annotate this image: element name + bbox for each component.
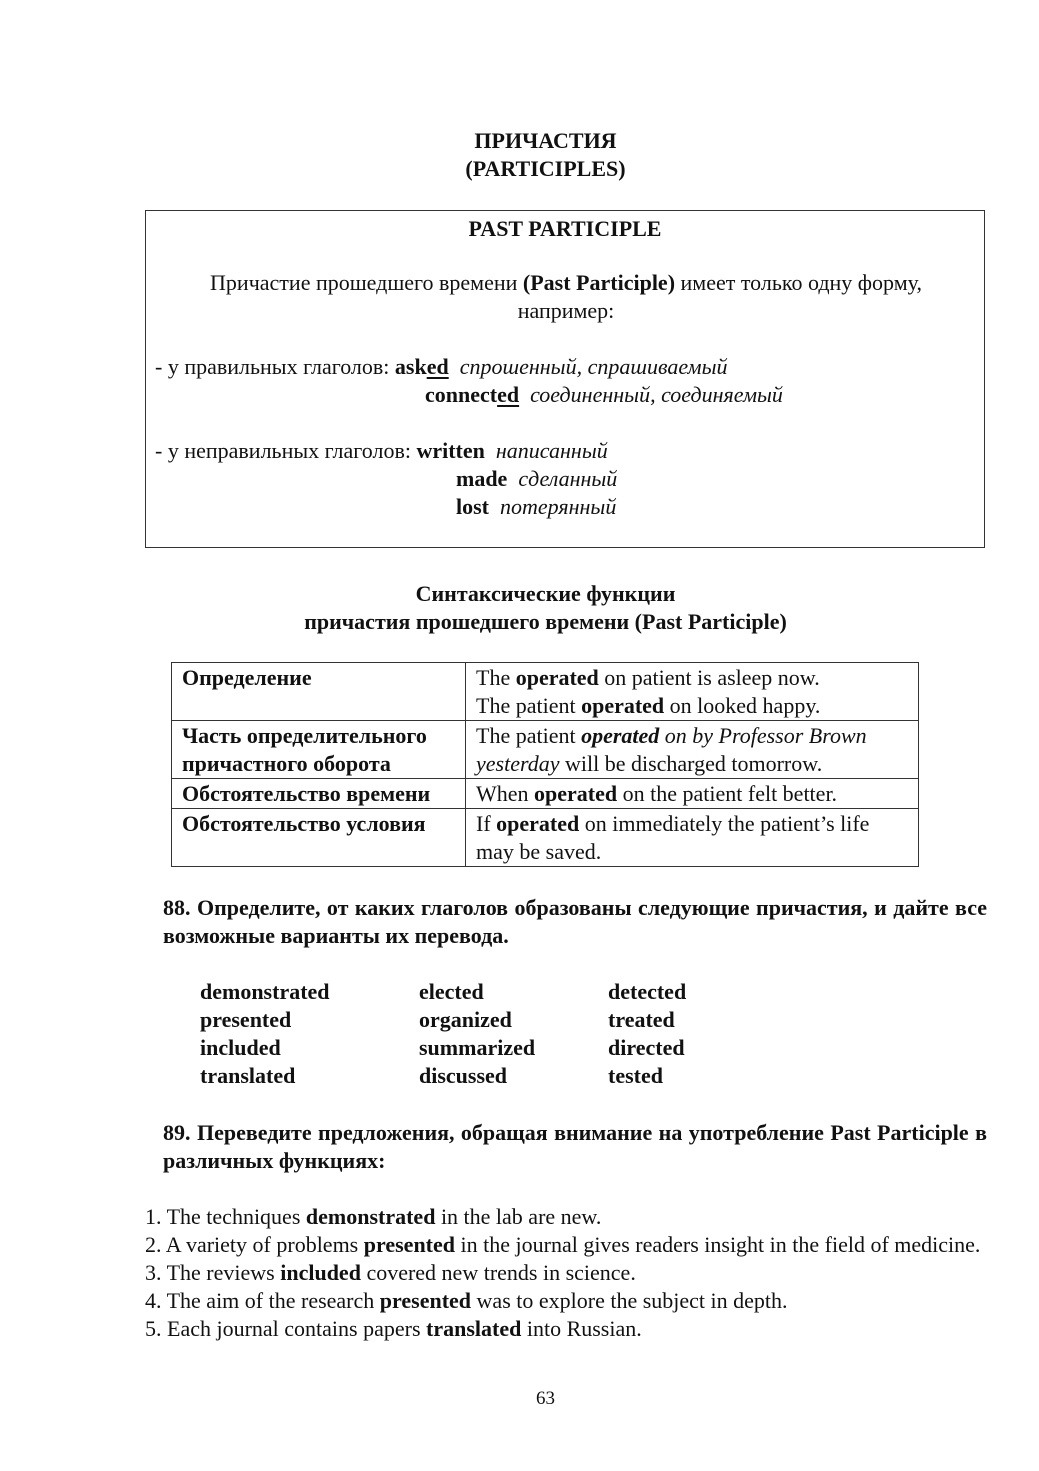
list-item: 1. The techniques demonstrated in the lab are new. <box>145 1204 602 1229</box>
functions-table <box>171 662 919 867</box>
word-item: included <box>200 1035 281 1060</box>
table-row <box>172 809 919 867</box>
list-item: 3. The reviews included covered new trends in science. <box>145 1260 636 1285</box>
word-item: elected <box>419 979 484 1004</box>
function-example: The operated on patient is asleep now. The patient operated on looked happy. <box>466 663 919 721</box>
function-example: If operated on immediately the patient’s life may be saved. <box>466 809 919 867</box>
page-number: 63 <box>536 1388 555 1409</box>
title-subline: (PARTICIPLES) <box>465 156 626 181</box>
exercise-89-instruction <box>163 1119 987 1175</box>
desc-text: имеет только одну форму, например: <box>517 270 922 323</box>
regular-verb: connected <box>425 382 520 407</box>
irregular-verbs-row <box>155 437 608 465</box>
word-row <box>200 1034 686 1062</box>
box-description <box>160 269 972 325</box>
verb-translation: сделанный <box>518 466 618 491</box>
exercise-text: Переведите предложения, обращая внимание на употребление Past Participle в различных функциях: <box>163 1120 987 1173</box>
function-label: Обстоятельство условия <box>172 809 466 867</box>
word-item: presented <box>200 1007 292 1032</box>
section-heading-line: Синтаксические функции <box>415 581 676 606</box>
irregular-verb: written <box>416 438 485 463</box>
word-item: treated <box>608 1007 675 1032</box>
regular-verbs-row <box>425 381 783 409</box>
list-item: 2. A variety of problems presented in the journal gives readers insight in the field of medicine. <box>145 1232 981 1257</box>
irregular-verbs-row <box>456 465 617 493</box>
table-row <box>172 721 919 779</box>
word-item: translated <box>200 1063 296 1088</box>
participles-word-list <box>200 978 686 1090</box>
title-line: ПРИЧАСТИЯ <box>474 128 617 153</box>
irregular-verbs-row <box>456 493 616 521</box>
exercise-number: 88. <box>163 895 191 920</box>
function-example: When operated on the patient felt better. <box>466 779 919 809</box>
exercise-number: 89. <box>163 1120 191 1145</box>
word-row <box>200 1062 686 1090</box>
function-label: Обстоятельство времени <box>172 779 466 809</box>
desc-bold-term: (Past Participle) <box>522 270 676 295</box>
irregular-verbs-label: - у неправильных глаголов: <box>155 438 417 463</box>
verb-translation: потерянный <box>500 494 617 519</box>
sentence-list <box>145 1203 987 1343</box>
regular-verbs-label: - у правильных глаголов: <box>155 354 395 379</box>
word-item: detected <box>608 979 687 1004</box>
word-row <box>200 978 686 1006</box>
desc-text: Причастие прошедшего времени <box>210 270 523 295</box>
verb-translation: написанный <box>495 438 608 463</box>
box-heading: PAST PARTICIPLE <box>468 216 662 241</box>
function-example: The patient operated on by Professor Brown yesterday will be discharged tomorrow. <box>466 721 919 779</box>
function-label: Часть определительного причастного оборота <box>172 721 466 779</box>
function-label: Определение <box>172 663 466 721</box>
list-item: 5. Each journal contains papers translated into Russian. <box>145 1316 642 1341</box>
word-item: discussed <box>419 1063 508 1088</box>
word-item: directed <box>608 1035 685 1060</box>
word-item: demonstrated <box>200 979 330 1004</box>
regular-verbs-row <box>155 353 728 381</box>
page-title <box>0 127 1039 183</box>
verb-translation: соединенный, соединяемый <box>530 382 783 407</box>
past-participle-box <box>145 210 985 548</box>
irregular-verb: lost <box>456 494 489 519</box>
section-heading <box>0 580 1039 636</box>
regular-verb: asked <box>394 354 449 379</box>
word-item: summarized <box>419 1035 536 1060</box>
word-row <box>200 1006 686 1034</box>
irregular-verb: made <box>456 466 508 491</box>
table-row <box>172 779 919 809</box>
word-item: organized <box>419 1007 512 1032</box>
section-heading-line: причастия прошедшего времени (Past Participle) <box>304 609 787 634</box>
verb-translation: спрошенный, спрашиваемый <box>459 354 728 379</box>
list-item: 4. The aim of the research presented was to explore the subject in depth. <box>145 1288 788 1313</box>
table-row <box>172 663 919 721</box>
exercise-text: Определите, от каких глаголов образованы следующие причастия, и дайте все возможные варианты их перевода. <box>163 895 987 948</box>
word-item: tested <box>608 1063 663 1088</box>
exercise-88-instruction <box>163 894 987 950</box>
